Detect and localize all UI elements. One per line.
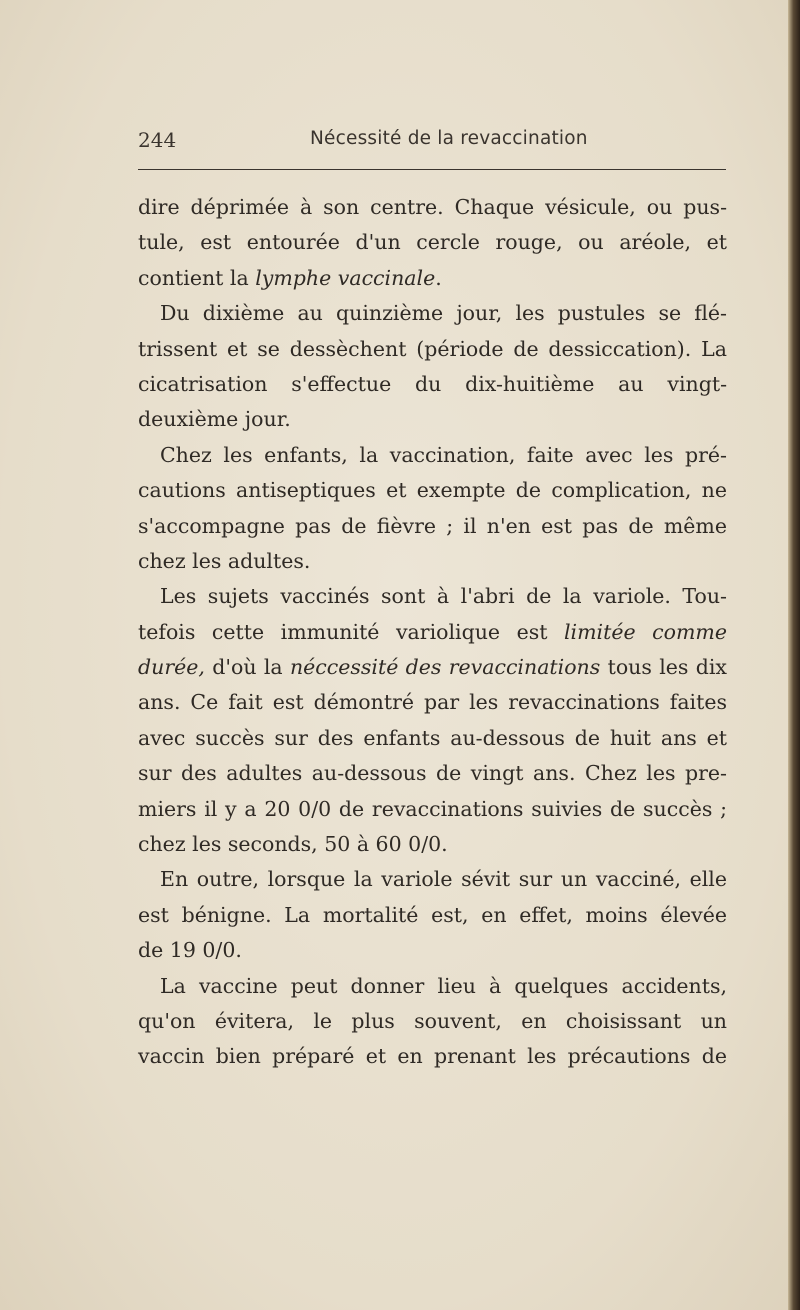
text-line: s'accompagne pas de fièvre ; il n'en est pas de même [138, 513, 727, 538]
text-line: trissent et se dessèchent (période de dessiccation). La [138, 336, 727, 361]
text-line: dire déprimée à son centre. Chaque vésicule, ou pus- [138, 195, 727, 219]
paragraph-first-line: Du dixième au quinzième jour, les pustules se flé- [160, 301, 727, 326]
text-line: chez les adultes. [138, 548, 311, 573]
text-line: vaccin bien préparé et en prenant les précautions de [138, 1044, 727, 1069]
text-run: . [435, 265, 442, 290]
text-line: de 19 0/0. [138, 938, 242, 963]
running-title: Nécessité de la revaccination [310, 128, 588, 149]
header-rule [138, 169, 726, 170]
text-line: deuxième jour. [138, 407, 291, 432]
italic-term: limitée comme [564, 619, 727, 644]
book-spine-shadow [788, 0, 800, 1310]
text-line: sur des adultes au-dessous de vingt ans. Chez les pre- [138, 761, 727, 786]
text-line: tule, est entourée d'un cercle rouge, ou aréole, et [138, 230, 727, 255]
paragraph-first-line: En outre, lorsque la variole sévit sur un vacciné, elle [160, 867, 727, 892]
text-line [138, 615, 727, 650]
running-head [138, 128, 726, 158]
text-run: contient la [138, 265, 256, 290]
italic-term: durée, [138, 655, 205, 680]
paragraph-first-line: Les sujets vaccinés sont à l'abri de la variole. Tou- [160, 584, 727, 609]
paragraph-first-line: Chez les enfants, la vaccination, faite avec les pré- [160, 442, 727, 467]
text-line: est bénigne. La mortalité est, en effet, moins élevée [138, 902, 727, 927]
italic-term: lymphe vaccinale [255, 265, 436, 290]
text-line [138, 261, 727, 296]
text-line: qu'on évitera, le plus souvent, en choisissant un [138, 1008, 727, 1033]
text-line: ans. Ce fait est démontré par les revaccinations faites [138, 690, 727, 715]
text-run: tous les dix [600, 655, 727, 680]
paragraph-first-line: La vaccine peut donner lieu à quelques accidents, [160, 973, 727, 998]
text-run: tefois cette immunité variolique est [138, 619, 564, 644]
text-line [138, 650, 727, 685]
body-text [138, 190, 727, 1075]
text-line: chez les seconds, 50 à 60 0/0. [138, 832, 448, 857]
text-line: cicatrisation s'effectue du dix-huitième au vingt- [138, 371, 727, 396]
text-run: d'où la [204, 655, 290, 680]
text-line: miers il y a 20 0/0 de revaccinations suivies de succès ; [138, 796, 727, 821]
text-line: cautions antiseptiques et exempte de complication, ne [138, 478, 727, 503]
italic-term: néccessité des revaccinations [289, 655, 601, 680]
text-line: avec succès sur des enfants au-dessous de huit ans et [138, 725, 727, 750]
page-number: 244 [138, 128, 177, 152]
